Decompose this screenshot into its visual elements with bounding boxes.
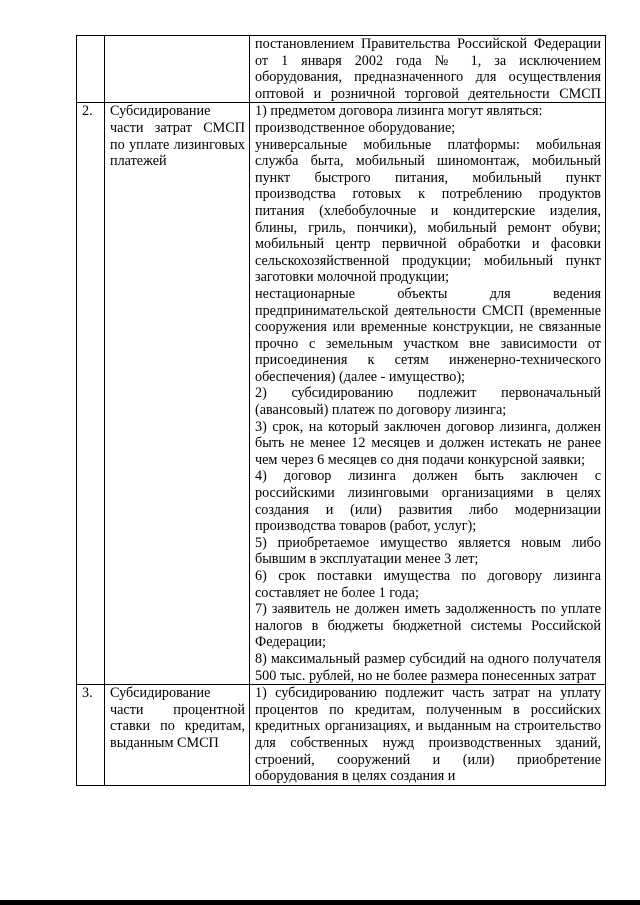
condition-paragraph: нестационарные объекты для ведения предпринимательской деятельности СМСП (временные сооружения или временные конструкции, не связанные прочно с земельным участком вне зависимости от присоединения к сетям инженерно-технического обеспечения) (далее - имущество); xyxy=(255,285,601,385)
row-number: 3. xyxy=(77,685,105,786)
measures-table xyxy=(76,35,606,786)
condition-paragraph: производственное оборудование; xyxy=(255,119,456,136)
condition-paragraph: универсальные мобильные платформы: мобильная служба быта, мобильный шиномонтаж, мобильный пункт быстрого питания, мобильный пункт производства готовых к потреблению продуктов питания (хлебобулочные и кондитерские изделия, блины, гриль, пончики), мобильный ремонт обуви; мобильный центр первичной обработки и фасовки сельскохозяйственной продукции; мобильный пункт заготовки молочной продукции; xyxy=(255,136,601,286)
condition-paragraph: постановлением Правительства Российской Федерации от 1 января 2002 года № 1, за исключением оборудования, предназначенного для осуществления оптовой и розничной торговой деятельности СМСП xyxy=(255,36,601,102)
condition-paragraph: 1) предметом договора лизинга могут являться: xyxy=(255,103,543,120)
condition-paragraph: 2) субсидированию подлежит первоначальный (авансовый) платеж по договору лизинга; xyxy=(255,385,601,419)
row-number xyxy=(77,36,105,103)
condition-paragraph: 3) срок, на который заключен договор лизинга, должен быть не менее 12 месяцев и должен истекать не ранее чем через 6 месяцев со дня подачи конкурсной заявки; xyxy=(255,418,601,468)
condition-paragraph: 8) максимальный размер субсидий на одного получателя 500 тыс. рублей, но не более размера понесенных затрат xyxy=(255,650,601,684)
condition-paragraph: 5) приобретаемое имущество является новым либо бывшим в эксплуатации менее 3 лет; xyxy=(255,534,601,568)
condition-paragraph: 6) срок поставки имущества по договору лизинга составляет не более 1 года; xyxy=(255,568,601,601)
condition-paragraph: 1) субсидированию подлежит часть затрат на уплату процентов по кредитам, полученным в российских кредитных организациях, и выданным на строительство для собственных нужд производственных зданий, строений, сооружений и (или) приобретение оборудования в целях создания и xyxy=(255,685,601,785)
measure-conditions xyxy=(250,103,606,685)
measure-conditions xyxy=(250,685,606,786)
page-bottom-edge xyxy=(0,900,640,905)
condition-paragraph: 7) заявитель не должен иметь задолженность по уплате налогов в бюджеты бюджетной системы Российской Федерации; xyxy=(255,601,601,651)
measure-name: Субсидирование части процентной ставки по кредитам, выданным СМСП xyxy=(105,685,250,786)
measure-name xyxy=(105,36,250,103)
measure-conditions xyxy=(250,36,606,103)
condition-paragraph: 4) договор лизинга должен быть заключен с российскими лизинговыми организациями в целях создания и (или) развития либо модернизации производства товаров (работ, услуг); xyxy=(255,468,601,535)
row-number: 2. xyxy=(77,103,105,685)
table-row xyxy=(77,36,606,103)
measure-name: Субсидирование части затрат СМСП по уплате лизинговых платежей xyxy=(105,103,250,685)
table-row xyxy=(77,103,606,685)
table-row xyxy=(77,685,606,786)
